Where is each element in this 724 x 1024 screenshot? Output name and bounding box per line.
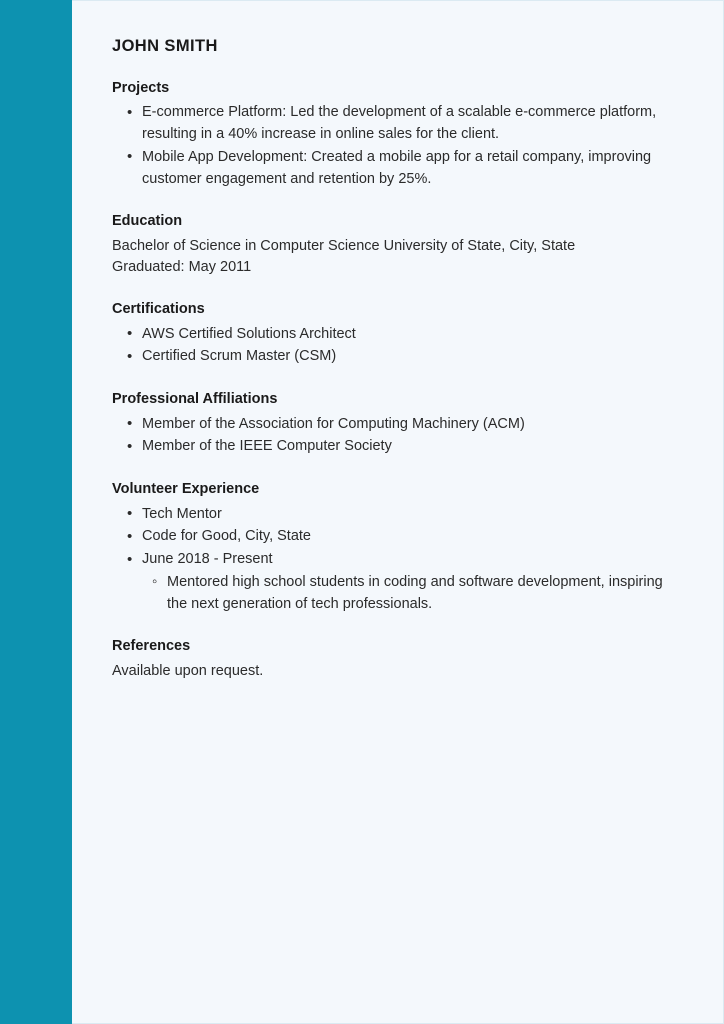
projects-list bbox=[112, 102, 679, 190]
list-item: • Tech Mentor bbox=[112, 504, 679, 526]
section-heading-projects: Projects bbox=[112, 79, 170, 96]
list-item: • Mobile App Development: Created a mobile app for a retail company, improving customer engagement and retention by 25%. bbox=[112, 147, 679, 191]
left-accent-bar bbox=[0, 0, 72, 1024]
section-references bbox=[112, 637, 679, 682]
section-professional-affiliations bbox=[112, 390, 679, 458]
candidate-name: JOHN SMITH bbox=[112, 37, 218, 55]
section-heading-volunteer-experience: Volunteer Experience bbox=[112, 481, 260, 498]
sub-list-item: ◦ Mentored high school students in coding and software development, inspiring the next generation of tech professionals. bbox=[112, 572, 679, 616]
section-heading-certifications: Certifications bbox=[112, 300, 205, 317]
resume-content-panel bbox=[72, 0, 724, 1024]
certifications-list bbox=[112, 324, 679, 369]
section-volunteer-experience bbox=[112, 480, 679, 615]
list-item: • Member of the IEEE Computer Society bbox=[112, 436, 679, 458]
education-line: Bachelor of Science in Computer Science University of State, City, State bbox=[112, 237, 576, 254]
references-line: Available upon request. bbox=[112, 662, 264, 679]
list-item: • Certified Scrum Master (CSM) bbox=[112, 346, 679, 368]
list-item: • AWS Certified Solutions Architect bbox=[112, 324, 679, 346]
list-item: • Member of the Association for Computing Machinery (ACM) bbox=[112, 414, 679, 436]
education-line: Graduated: May 2011 bbox=[112, 258, 252, 275]
section-education bbox=[112, 212, 679, 278]
list-item: • June 2018 - Present bbox=[112, 549, 679, 571]
list-item: • Code for Good, City, State bbox=[112, 526, 679, 548]
volunteer-list bbox=[112, 504, 679, 571]
volunteer-sublist bbox=[112, 572, 679, 616]
section-certifications bbox=[112, 300, 679, 368]
list-item: • E-commerce Platform: Led the development of a scalable e-commerce platform, resulting in a 40% increase in online sales for the client. bbox=[112, 102, 679, 146]
resume-content-inner bbox=[72, 1, 723, 682]
affiliations-list bbox=[112, 414, 679, 459]
section-heading-education: Education bbox=[112, 213, 183, 230]
section-heading-professional-affiliations: Professional Affiliations bbox=[112, 391, 278, 408]
section-projects bbox=[112, 79, 679, 191]
section-heading-references: References bbox=[112, 638, 191, 655]
